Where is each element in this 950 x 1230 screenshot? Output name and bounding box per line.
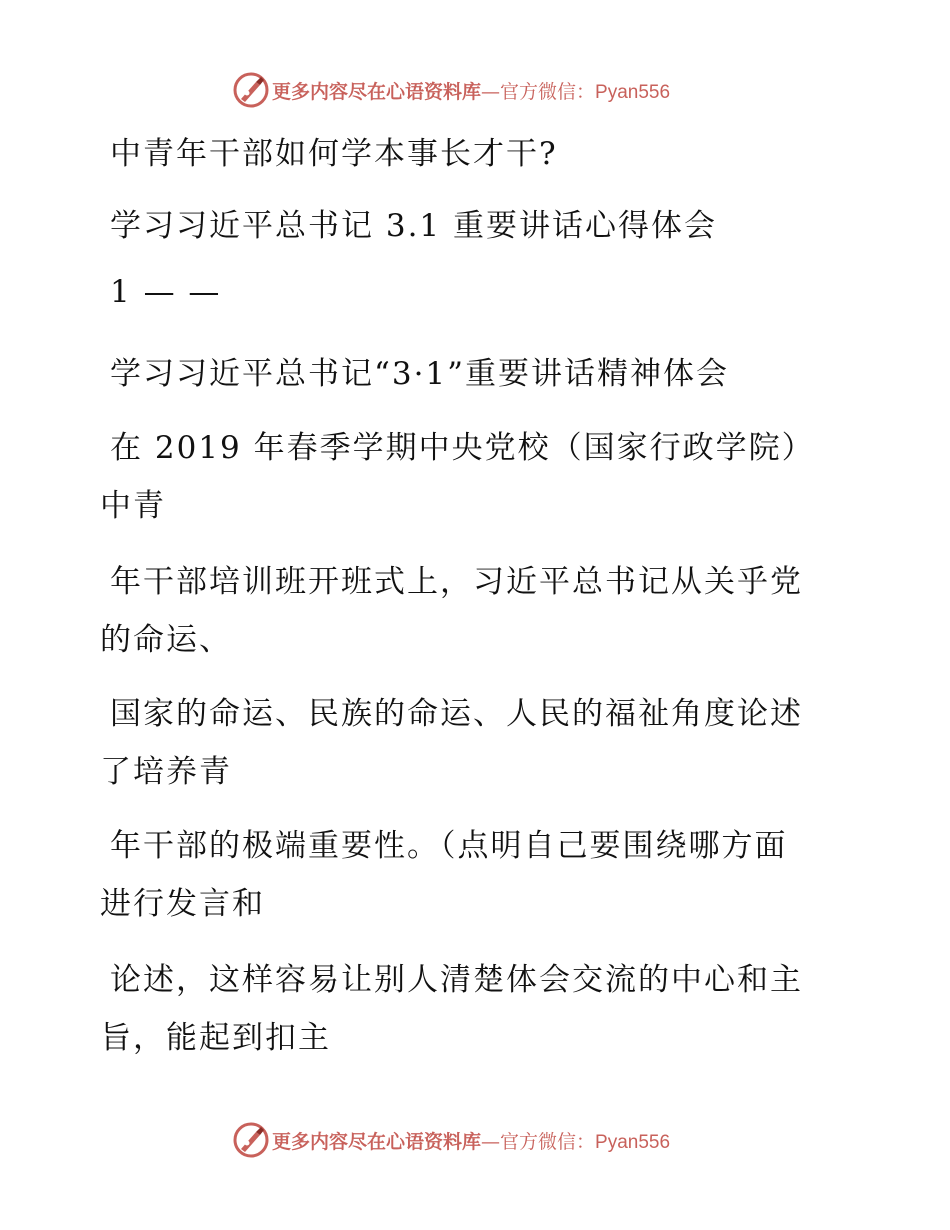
watermark-handle: Pyan556	[595, 1131, 671, 1153]
doc-line: 进行发言和	[100, 886, 265, 922]
watermark-site-text: 更多内容尽在心语资料库	[272, 1130, 482, 1153]
doc-line: 旨，能起到扣主	[100, 1020, 331, 1056]
doc-line: 年干部的极端重要性。（点明自己要围绕哪方面	[110, 828, 788, 864]
doc-line: 1 — —	[110, 274, 222, 310]
doc-line: 在 2019 年春季学期中央党校（国家行政学院）	[110, 430, 815, 466]
footer-watermark	[232, 1120, 670, 1160]
doc-line: 国家的命运、民族的命运、人民的福祉角度论述	[110, 696, 803, 732]
watermark-dash: —	[481, 80, 501, 103]
watermark-wechat-label: 官方微信：	[500, 80, 596, 103]
doc-line: 中青	[100, 488, 166, 524]
doc-line: 学习习近平总书记“3·1”重要讲话精神体会	[110, 356, 729, 392]
watermark-handle: Pyan556	[595, 81, 671, 103]
doc-line: 学习习近平总书记 3.1 重要讲话心得体会	[110, 208, 718, 244]
pen-logo-icon	[232, 1121, 270, 1159]
watermark-wechat-label: 官方微信：	[500, 1130, 596, 1153]
doc-line: 的命运、	[100, 622, 232, 658]
watermark-site-text: 更多内容尽在心语资料库	[272, 80, 482, 103]
watermark-dash: —	[481, 1130, 501, 1153]
doc-line: 中青年干部如何学本事长才干?	[110, 136, 558, 172]
doc-line: 论述，这样容易让别人清楚体会交流的中心和主	[110, 962, 803, 998]
doc-line: 了培养青	[100, 754, 232, 790]
doc-line: 年干部培训班开班式上，习近平总书记从关乎党	[110, 564, 803, 600]
